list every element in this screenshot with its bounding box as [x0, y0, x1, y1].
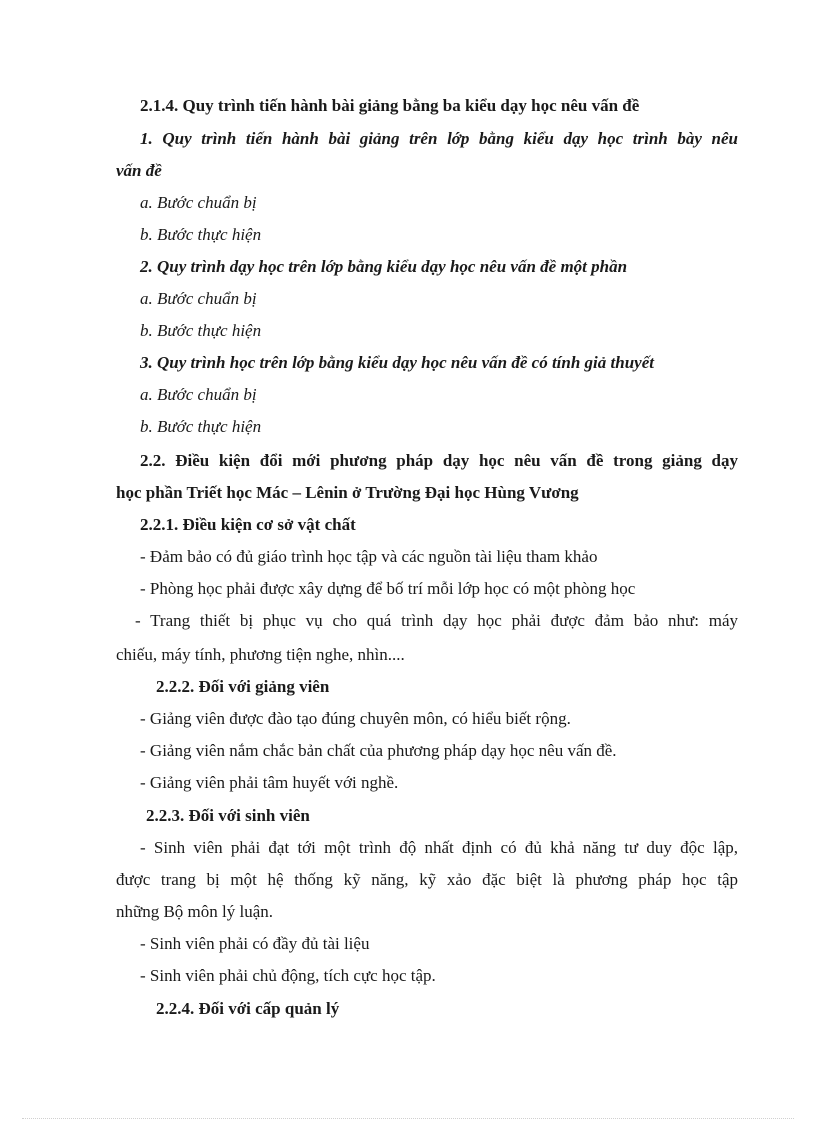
- step-execute-3: b. Bước thực hiện: [140, 417, 262, 436]
- step-execute-2: b. Bước thực hiện: [140, 321, 262, 340]
- paragraph-2-2-3-item3: - Sinh viên phải chủ động, tích cực học tập.: [140, 966, 436, 985]
- step-prepare-3: a. Bước chuẩn bị: [140, 385, 257, 404]
- heading-2-2-line2: học phần Triết học Mác – Lênin ở Trường Đại học Hùng Vương: [116, 483, 579, 502]
- paragraph-2-2-2-item2: - Giảng viên nắm chắc bản chất của phương pháp dạy học nêu vấn đề.: [140, 741, 617, 760]
- paragraph-2-2-3-item1-line2: được trang bị một hệ thống kỹ năng, kỹ xảo đặc biệt là phương pháp học tập: [116, 870, 738, 889]
- heading-2-2-4: 2.2.4. Đối với cấp quản lý: [156, 999, 340, 1018]
- heading-2-2-2: 2.2.2. Đối với giảng viên: [156, 677, 330, 696]
- subheading-2: 2. Quy trình dạy học trên lớp bằng kiểu dạy học nêu vấn đề một phần: [140, 257, 628, 276]
- paragraph-2-2-1-item1: - Đảm bảo có đủ giáo trình học tập và các nguồn tài liệu tham khảo: [140, 547, 598, 566]
- paragraph-2-2-1-item2: - Phòng học phải được xây dựng để bố trí mỗi lớp học có một phòng học: [140, 579, 636, 598]
- subheading-1-line2: vấn đề: [116, 161, 162, 180]
- heading-2-1-4: 2.1.4. Quy trình tiến hành bài giảng bằng ba kiểu dạy học nêu vấn đề: [140, 96, 640, 115]
- paragraph-2-2-1-item3-line2: chiếu, máy tính, phương tiện nghe, nhìn....: [116, 645, 405, 664]
- paragraph-2-2-3-item1-line3: những Bộ môn lý luận.: [116, 902, 274, 921]
- step-prepare-1: a. Bước chuẩn bị: [140, 193, 257, 212]
- heading-2-2-line1: 2.2. Điều kiện đổi mới phương pháp dạy học nêu vấn đề trong giảng dạy: [140, 451, 738, 470]
- paragraph-2-2-3-item2: - Sinh viên phải có đầy đủ tài liệu: [140, 934, 370, 953]
- step-execute-1: b. Bước thực hiện: [140, 225, 262, 244]
- heading-2-2-3: 2.2.3. Đối với sinh viên: [146, 806, 310, 825]
- paragraph-2-2-2-item3: - Giảng viên phải tâm huyết với nghề.: [140, 773, 399, 792]
- heading-2-2-1: 2.2.1. Điều kiện cơ sở vật chất: [140, 515, 356, 534]
- page-bottom-divider: [22, 1118, 794, 1119]
- paragraph-2-2-2-item1: - Giảng viên được đào tạo đúng chuyên môn, có hiểu biết rộng.: [140, 709, 571, 728]
- paragraph-2-2-3-item1-line1: - Sinh viên phải đạt tới một trình độ nhất định có đủ khả năng tư duy độc lập,: [140, 838, 738, 857]
- subheading-1-line1: 1. Quy trình tiến hành bài giảng trên lớp bằng kiểu dạy học trình bày nêu: [140, 129, 738, 148]
- step-prepare-2: a. Bước chuẩn bị: [140, 289, 257, 308]
- subheading-3: 3. Quy trình học trên lớp bằng kiểu dạy học nêu vấn đề có tính giả thuyết: [140, 353, 654, 372]
- paragraph-2-2-1-item3-line1: - Trang thiết bị phục vụ cho quá trình dạy học phải được đảm bảo như: máy: [135, 611, 738, 630]
